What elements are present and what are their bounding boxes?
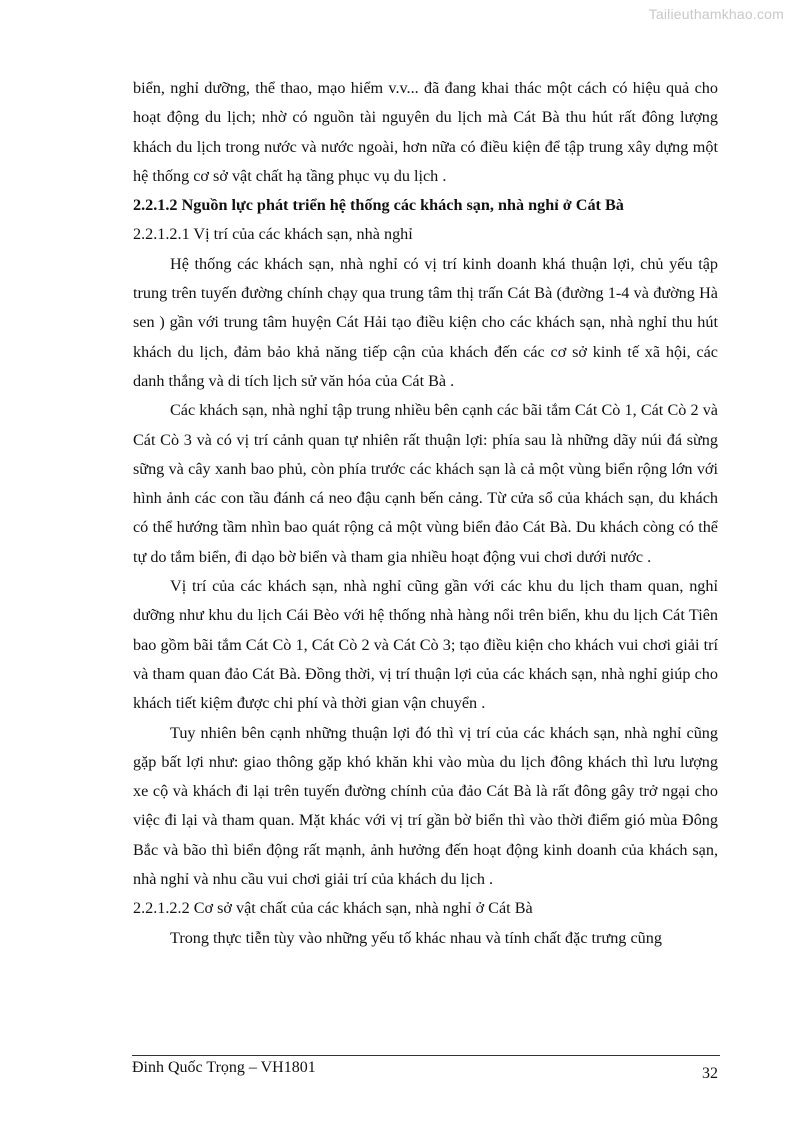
footer-divider: [132, 1055, 720, 1056]
subsection-heading: 2.2.1.2.1 Vị trí của các khách sạn, nhà nghỉ: [133, 225, 413, 244]
paragraph-continuation: biển, nghỉ dưỡng, thể thao, mạo hiểm v.v... đã đang khai thác một cách có hiệu quả cho hoạt động du lịch; nhờ có nguồn tài nguyên du lịch mà Cát Bà thu hút rất đông lượng khách du lịch trong nước và nước ngoài, hơn nữa có điều kiện để tập trung xây dựng một hệ thống cơ sở vật chất hạ tầng phục vụ du lịch .: [133, 79, 718, 185]
paragraph: Tuy nhiên bên cạnh những thuận lợi đó thì vị trí của các khách sạn, nhà nghỉ cũng gặp bất lợi như: giao thông gặp khó khăn khi vào mùa du lịch đông khách thì lưu lượng xe cộ và khách đi lại trên tuyến đường chính của đảo Cát Bà là rất đông gây trở ngại cho việc đi lại và tham quan. Mặt khác với vị trí gần bờ biển thì vào thời điểm gió mùa Đông Bắc và bão thì biển động rất mạnh, ảnh hưởng đến hoạt động kinh doanh của khách sạn, nhà nghỉ và nhu cầu vui chơi giải trí của khách du lịch .: [133, 723, 718, 889]
paragraph: Hệ thống các khách sạn, nhà nghỉ có vị trí kinh doanh khá thuận lợi, chủ yếu tập trung trên tuyến đường chính chạy qua trung tâm thị trấn Cát Bà (đường 1-4 và đường Hà sen ) gần với trung tâm huyện Cát Hải tạo điều kiện cho các khách sạn, nhà nghỉ thu hút khách du lịch, đảm bảo khả năng tiếp cận của khách đến các cơ sở kinh tế xã hội, các danh thắng và di tích lịch sử văn hóa của Cát Bà .: [133, 254, 718, 390]
document-body: [133, 74, 718, 953]
paragraph: Trong thực tiễn tùy vào những yếu tố khác nhau và tính chất đặc trưng cũng: [170, 928, 662, 947]
section-heading: 2.2.1.2 Nguồn lực phát triển hệ thống các khách sạn, nhà nghỉ ở Cát Bà: [133, 196, 624, 215]
footer-author: Đinh Quốc Trọng – VH1801: [132, 1059, 316, 1076]
page-number: 32: [702, 1065, 718, 1082]
paragraph: Các khách sạn, nhà nghỉ tập trung nhiều bên cạnh các bãi tắm Cát Cò 1, Cát Cò 2 và Cát Cò 3 và có vị trí cảnh quan tự nhiên rất thuận lợi: phía sau là những dãy núi đá sừng sững và cây xanh bao phủ, còn phía trước các khách sạn là cả một vùng biển rộng lớn với hình ảnh các con tầu đánh cá neo đậu cạnh bến cảng. Từ cửa sổ của khách sạn, du khách có thể hướng tầm nhìn bao quát rộng cả một vùng biển đảo Cát Bà. Du khách còng có thể tự do tắm biển, đi dạo bờ biển và tham gia nhiều hoạt động vui chơi dưới nước .: [133, 401, 718, 566]
paragraph: Vị trí của các khách sạn, nhà nghỉ cũng gần với các khu du lịch tham quan, nghỉ dưỡng như khu du lịch Cái Bèo với hệ thống nhà hàng nổi trên biển, khu du lịch Cát Tiên bao gồm bãi tắm Cát Cò 1, Cát Cò 2 và Cát Cò 3; tạo điều kiện cho khách vui chơi giải trí và tham quan đảo Cát Bà. Đồng thời, vị trí thuận lợi của các khách sạn, nhà nghỉ giúp cho khách tiết kiệm được chi phí và thời gian vận chuyển .: [133, 577, 718, 713]
watermark-text: Tailieuthamkhao.com: [648, 6, 784, 22]
subsection-heading: 2.2.1.2.2 Cơ sở vật chất của các khách sạn, nhà nghỉ ở Cát Bà: [133, 899, 533, 918]
